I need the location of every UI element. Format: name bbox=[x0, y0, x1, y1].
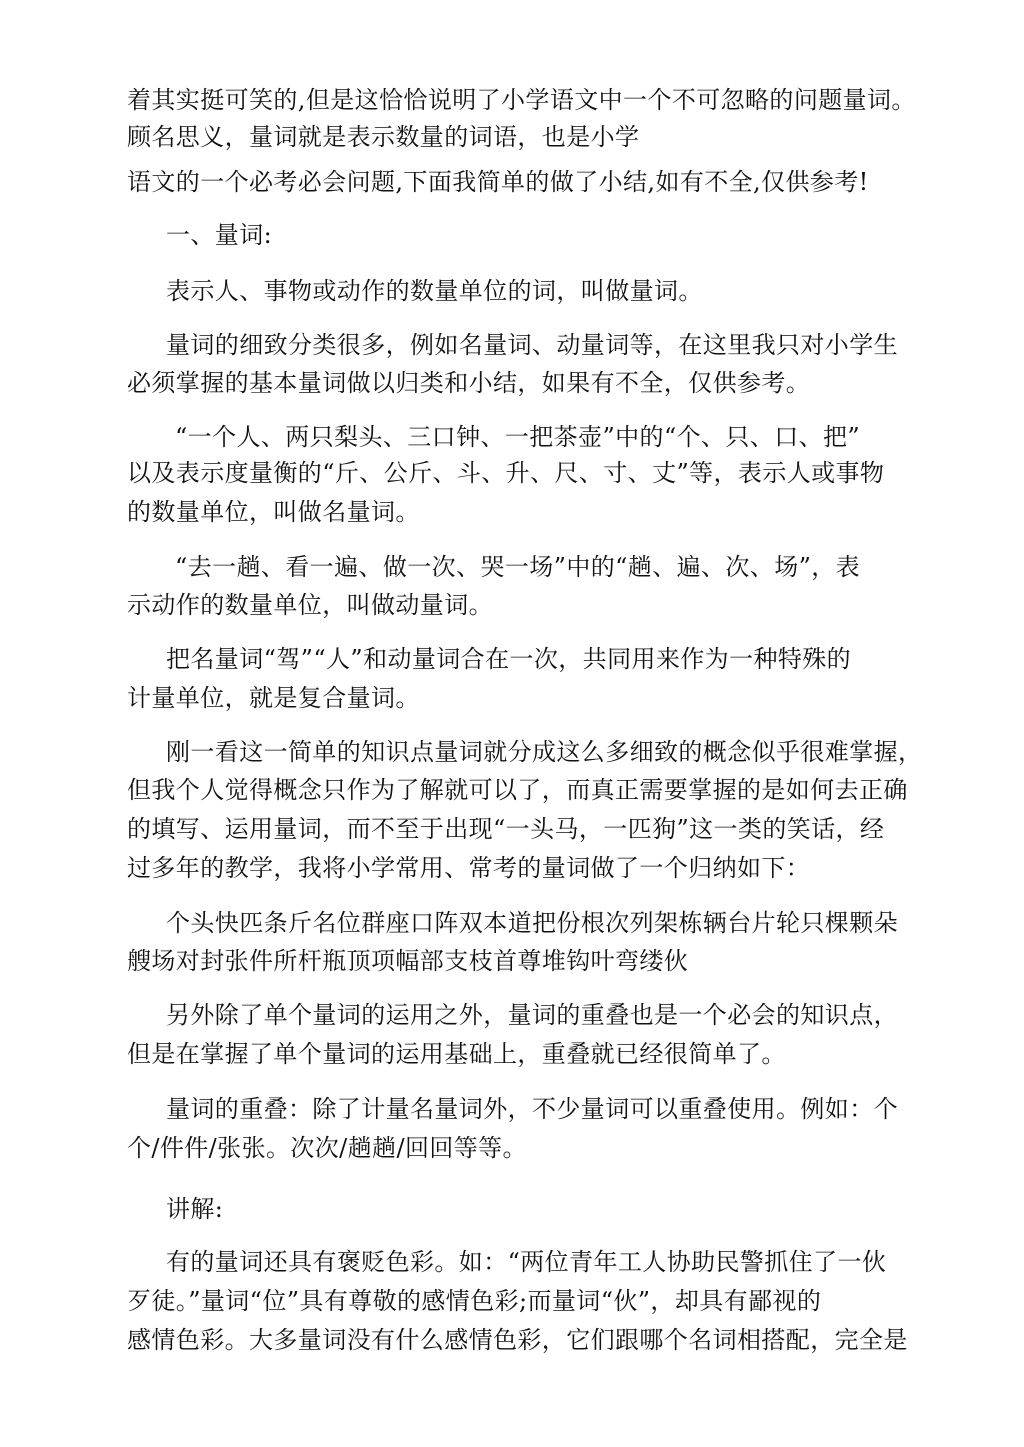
reduplication-def-line-1: 量词的重叠：除了计量名量词外，不少量词可以重叠使用。例如：个 bbox=[166, 1095, 898, 1123]
section-heading: 一、量词: bbox=[166, 221, 273, 249]
classifier-list-line-1: 个头快匹条斤名位群座口阵双本道把份根次列架栋辆台片轮只棵颗朵 bbox=[166, 909, 898, 937]
intro-line-1: 着其实挺可笑的,但是这恰恰说明了小学语文中一个不可忽略的问题量词。 bbox=[127, 86, 916, 114]
noun-classifier-line-3: 的数量单位，叫做名量词。 bbox=[127, 498, 420, 526]
definition-line: 表示人、事物或动作的数量单位的词，叫做量词。 bbox=[166, 277, 703, 305]
verb-classifier-line-1: “去一趟、看一遍、做一次、哭一场”中的“趟、遍、次、场”，表 bbox=[175, 553, 861, 581]
reduplication-intro-line-2: 但是在掌握了单个量词的运用基础上，重叠就已经很简单了。 bbox=[127, 1040, 786, 1068]
classifier-list-line-2: 艘场对封张件所杆瓶顶项幅部支枝首尊堆钩叶弯缕伙 bbox=[127, 947, 689, 975]
compound-classifier-line-2: 计量单位，就是复合量词。 bbox=[127, 684, 420, 712]
noun-classifier-line-1: “一个人、两只梨头、三口钟、一把茶壶”中的“个、只、口、把” bbox=[175, 423, 861, 451]
reflection-line-4: 过多年的教学，我将小学常用、常考的量词做了一个归纳如下： bbox=[127, 854, 811, 882]
explanation-line-2: 歹徒。”量词“位”具有尊敬的感情色彩;而量词“伙”，却具有鄙视的 bbox=[127, 1287, 822, 1315]
reflection-line-1: 刚一看这一简单的知识点量词就分成这么多细致的概念似乎很难掌握， bbox=[166, 738, 923, 766]
intro-line-2: 顾名思义，量词就是表示数量的词语，也是小学 bbox=[127, 123, 640, 151]
reduplication-def-line-2: 个/件件/张张。次次/趟趟/回回等等。 bbox=[127, 1134, 527, 1162]
reflection-line-3: 的填写、运用量词，而不至于出现“一头马，一匹狗”这一类的笑话，经 bbox=[127, 815, 885, 843]
explanation-line-3: 感情色彩。大多量词没有什么感情色彩，它们跟哪个名词相搭配，完全是 bbox=[127, 1326, 908, 1354]
explanation-heading: 讲解: bbox=[166, 1195, 224, 1223]
intro-line-3: 语文的一个必考必会问题,下面我简单的做了小结,如有不全,仅供参考! bbox=[127, 168, 869, 196]
compound-classifier-line-1: 把名量词“驾”“人”和动量词合在一次，共同用来作为一种特殊的 bbox=[166, 645, 852, 673]
verb-classifier-line-2: 示动作的数量单位，叫做动量词。 bbox=[127, 591, 493, 619]
classification-line-2: 必须掌握的基本量词做以归类和小结，如果有不全，仅供参考。 bbox=[127, 369, 811, 397]
noun-classifier-line-2: 以及表示度量衡的“斤、公斤、斗、升、尺、寸、丈”等，表示人或事物 bbox=[127, 459, 885, 487]
explanation-line-1: 有的量词还具有褒贬色彩。如：“两位青年工人协助民警抓住了一伙 bbox=[166, 1248, 887, 1276]
reduplication-intro-line-1: 另外除了单个量词的运用之外，量词的重叠也是一个必会的知识点， bbox=[166, 1001, 898, 1029]
classification-line-1: 量词的细致分类很多，例如名量词、动量词等，在这里我只对小学生 bbox=[166, 331, 898, 359]
reflection-line-2: 但我个人觉得概念只作为了解就可以了，而真正需要掌握的是如何去正确 bbox=[127, 776, 908, 804]
